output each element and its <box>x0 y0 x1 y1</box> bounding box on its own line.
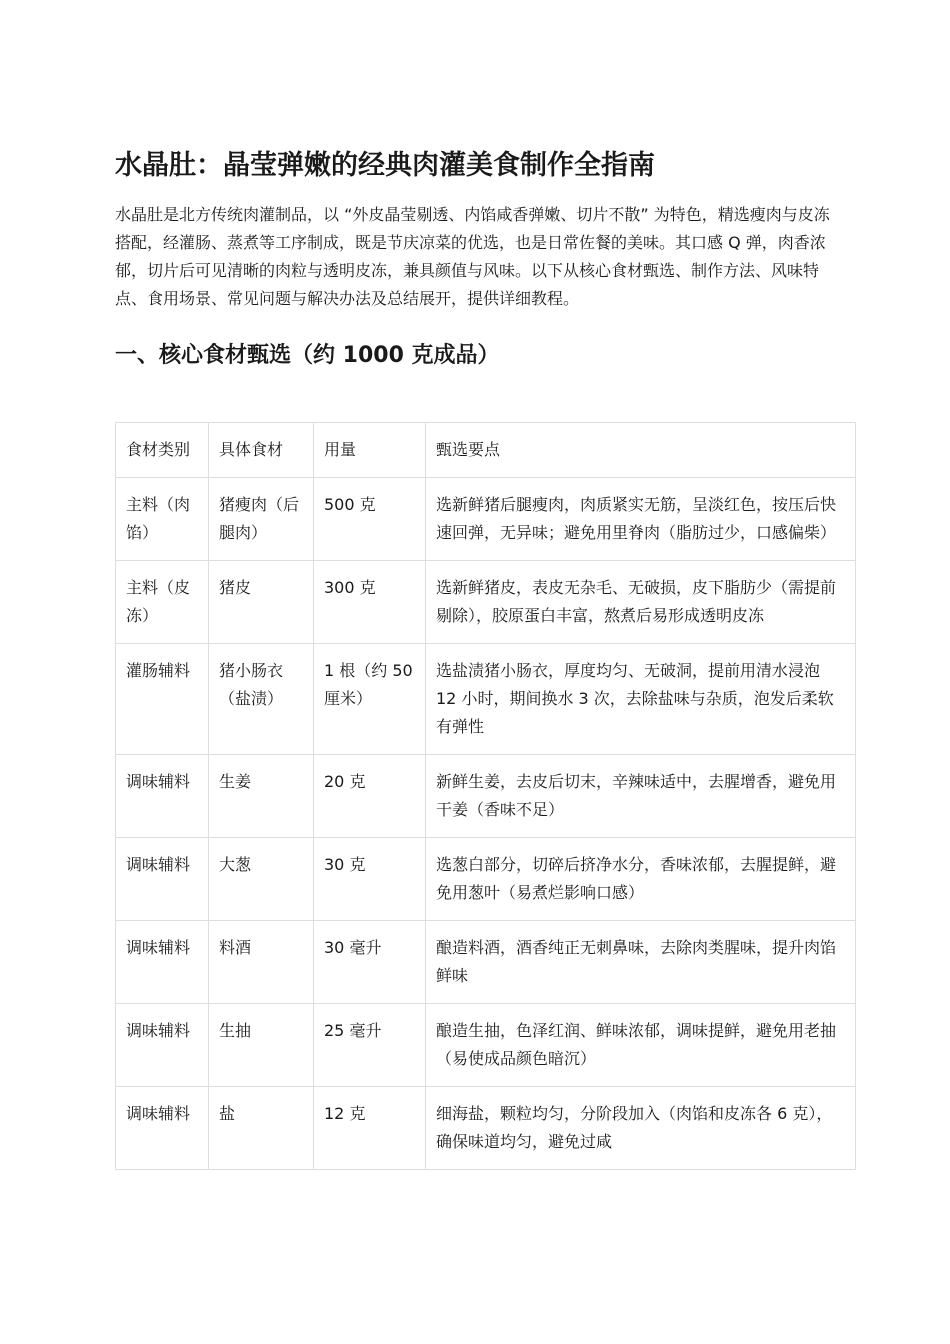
cell-ingredient: 生抽 <box>209 1004 314 1087</box>
table-row <box>116 561 856 644</box>
cell-amount: 12 克 <box>314 1087 426 1170</box>
header-ingredient: 具体食材 <box>209 423 314 478</box>
cell-ingredient: 猪瘦肉（后腿肉） <box>209 478 314 561</box>
table-row <box>116 755 856 838</box>
cell-tips: 选新鲜猪后腿瘦肉，肉质紧实无筋，呈淡红色，按压后快速回弹，无异味；避免用里脊肉（脂肪过少，口感偏柴） <box>426 478 856 561</box>
cell-amount: 30 毫升 <box>314 921 426 1004</box>
cell-amount: 25 毫升 <box>314 1004 426 1087</box>
cell-amount: 300 克 <box>314 561 426 644</box>
cell-tips: 酿造生抽，色泽红润、鲜味浓郁，调味提鲜，避免用老抽（易使成品颜色暗沉） <box>426 1004 856 1087</box>
cell-category: 调味辅料 <box>116 1004 209 1087</box>
cell-amount: 1 根（约 50 厘米） <box>314 644 426 755</box>
section-heading-ingredients: 一、核心食材甄选（约 1000 克成品） <box>115 343 500 368</box>
cell-ingredient: 大葱 <box>209 838 314 921</box>
cell-ingredient: 盐 <box>209 1087 314 1170</box>
cell-category: 调味辅料 <box>116 1087 209 1170</box>
table-row <box>116 1087 856 1170</box>
table-row <box>116 1004 856 1087</box>
cell-tips: 细海盐，颗粒均匀，分阶段加入（肉馅和皮冻各 6 克），确保味道均匀，避免过咸 <box>426 1087 856 1170</box>
cell-tips: 选葱白部分，切碎后挤净水分，香味浓郁，去腥提鲜，避免用葱叶（易煮烂影响口感） <box>426 838 856 921</box>
table-row <box>116 644 856 755</box>
cell-ingredient: 猪皮 <box>209 561 314 644</box>
cell-ingredient: 料酒 <box>209 921 314 1004</box>
cell-amount: 500 克 <box>314 478 426 561</box>
table-row <box>116 478 856 561</box>
intro-paragraph: 水晶肚是北方传统肉灌制品，以 “外皮晶莹剔透、内馅咸香弹嫩、切片不散” 为特色，精选瘦肉与皮冻搭配，经灌肠、蒸煮等工序制成，既是节庆凉菜的优选，也是日常佐餐的美味。其口感 Q 弹，肉香浓郁，切片后可见清晰的肉粒与透明皮冻，兼具颜值与风味。以下从核心食材甄选、制作方法、风味特点、食用场景、常见问题与解决办法及总结展开，提供详细教程。 <box>115 205 830 308</box>
cell-category: 灌肠辅料 <box>116 644 209 755</box>
cell-tips: 选盐渍猪小肠衣，厚度均匀、无破洞，提前用清水浸泡 12 小时，期间换水 3 次，去除盐味与杂质，泡发后柔软有弹性 <box>426 644 856 755</box>
header-category: 食材类别 <box>116 423 209 478</box>
cell-amount: 20 克 <box>314 755 426 838</box>
header-amount: 用量 <box>314 423 426 478</box>
ingredients-table <box>115 422 856 1170</box>
table-header-row <box>116 423 856 478</box>
cell-category: 主料（皮冻） <box>116 561 209 644</box>
cell-category: 调味辅料 <box>116 838 209 921</box>
cell-category: 主料（肉馅） <box>116 478 209 561</box>
cell-tips: 新鲜生姜，去皮后切末，辛辣味适中，去腥增香，避免用干姜（香味不足） <box>426 755 856 838</box>
cell-tips: 酿造料酒，酒香纯正无刺鼻味，去除肉类腥味，提升肉馅鲜味 <box>426 921 856 1004</box>
page-title: 水晶肚：晶莹弹嫩的经典肉灌美食制作全指南 <box>115 150 655 181</box>
cell-tips: 选新鲜猪皮，表皮无杂毛、无破损，皮下脂肪少（需提前剔除），胶原蛋白丰富，熬煮后易形成透明皮冻 <box>426 561 856 644</box>
table-row <box>116 838 856 921</box>
cell-category: 调味辅料 <box>116 921 209 1004</box>
cell-category: 调味辅料 <box>116 755 209 838</box>
cell-ingredient: 生姜 <box>209 755 314 838</box>
header-selection-tips: 甄选要点 <box>426 423 856 478</box>
cell-ingredient: 猪小肠衣（盐渍） <box>209 644 314 755</box>
table-row <box>116 921 856 1004</box>
cell-amount: 30 克 <box>314 838 426 921</box>
